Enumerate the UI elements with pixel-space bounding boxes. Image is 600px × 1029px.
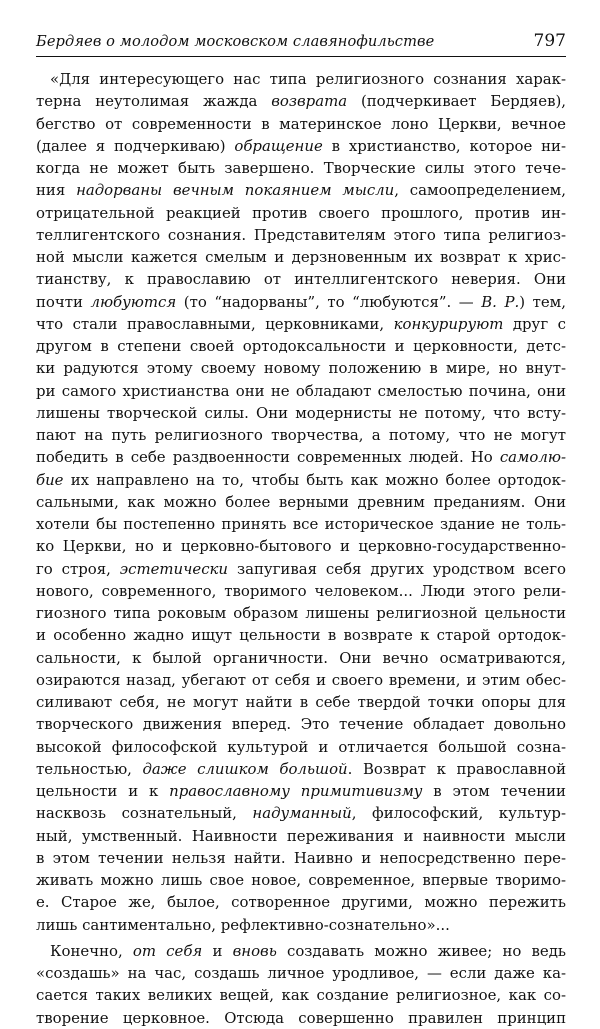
text-span: когда не может быть завершено. Творческие силы этого тече- xyxy=(36,159,566,177)
text-line xyxy=(36,357,566,379)
text-line xyxy=(36,224,566,246)
italic-span: обращение xyxy=(234,136,323,155)
text-span: «Для интересующего нас типа религиозного сознания харак- xyxy=(50,70,566,88)
text-span: сается таких великих вещей, как создание религиозное, как со- xyxy=(36,986,566,1005)
text-line xyxy=(36,313,566,335)
text-span: и xyxy=(202,941,233,960)
text-line xyxy=(36,179,566,201)
text-span: ) тем, xyxy=(519,292,566,311)
text-span: что стали православными, церковниками, xyxy=(36,314,394,333)
text-span: живать можно лишь свое новое, современное, впервые творимо- xyxy=(36,871,566,889)
text-line xyxy=(36,580,566,602)
text-line xyxy=(36,246,566,268)
text-line xyxy=(36,914,566,936)
text-line xyxy=(36,424,566,446)
text-line xyxy=(36,113,566,135)
italic-span: любуются xyxy=(90,292,177,311)
text-line xyxy=(36,962,566,984)
text-line xyxy=(36,736,566,758)
text-line xyxy=(36,446,566,468)
italic-span: бие xyxy=(36,470,64,489)
text-span: лишь сантиментально, рефлективно-сознательно»... xyxy=(36,915,450,934)
text-line xyxy=(36,802,566,824)
text-line xyxy=(36,535,566,557)
text-span: терна неутолимая жажда xyxy=(36,92,272,111)
text-span: пают на путь религиозного творчества, а потому, что не могут xyxy=(36,426,566,444)
text-line xyxy=(36,268,566,290)
running-title: Бердяев о молодом московском славянофильстве xyxy=(36,33,435,50)
text-span: тельностью, xyxy=(36,759,143,778)
text-span: высокой философской культурой и отличается большой созна- xyxy=(36,737,566,756)
text-line xyxy=(36,135,566,157)
italic-span: самолю- xyxy=(499,448,566,467)
text-span: ки радуются этому своему новому положению в мире, но внут- xyxy=(36,359,566,378)
text-line xyxy=(36,891,566,913)
text-span: в этом течении нельзя найти. Наивно и непосредственно пере- xyxy=(36,848,566,867)
text-span: насквозь сознательный, xyxy=(36,804,253,823)
text-line xyxy=(36,940,566,962)
text-line xyxy=(36,691,566,713)
running-header xyxy=(36,30,566,57)
text-line xyxy=(36,825,566,847)
text-line xyxy=(36,335,566,357)
italic-span: надорваны вечным покаянием мысли xyxy=(76,181,395,200)
text-span: почти xyxy=(36,292,91,311)
text-span: озираются назад, убегают от себя и своего времени, и этим обес- xyxy=(36,670,566,689)
text-span: друг с xyxy=(503,314,566,333)
italic-span: от себя xyxy=(132,941,203,960)
text-line xyxy=(36,869,566,891)
text-span: (далее я подчеркиваю) xyxy=(36,136,235,155)
text-span: «создашь» на час, создашь личное уродливое, — если даже ка- xyxy=(36,964,566,982)
text-span: ри самого христианства они не обладают смелостью почина, они xyxy=(36,381,566,400)
text-span: цельности и к xyxy=(36,782,170,800)
text-span: ной мысли кажется смелым и дерзновенным их возврат к хрис- xyxy=(36,248,566,266)
text-span: в христианство, которое ни- xyxy=(322,136,566,155)
italic-span: конкурируют xyxy=(393,314,504,333)
text-span: (подчеркивает Бердяев), xyxy=(347,92,566,111)
text-line xyxy=(36,402,566,424)
text-span: их направлено на то, чтобы быть как можно более ортодок- xyxy=(63,470,566,489)
text-span: сальности, к былой органичности. Они вечно осматриваются, xyxy=(36,648,566,667)
italic-span: возврата xyxy=(271,92,348,111)
text-span: го строя, xyxy=(36,559,120,578)
text-line xyxy=(36,647,566,669)
text-line xyxy=(36,602,566,624)
text-span: создавать можно живее; но ведь xyxy=(276,941,566,960)
text-line xyxy=(36,68,566,90)
text-span: ный, умственный. Наивности переживания и наивности мысли xyxy=(36,826,566,845)
text-span: теллигентского сознания. Представителям этого типа религиоз- xyxy=(36,225,566,244)
text-line xyxy=(36,1007,566,1029)
italic-span: эстетически xyxy=(119,559,229,578)
text-span: ко Церкви, но и церковно-бытового и церковно-государственно- xyxy=(36,537,566,556)
text-line xyxy=(36,380,566,402)
text-line xyxy=(36,291,566,313)
text-line xyxy=(36,758,566,780)
text-line xyxy=(36,469,566,491)
text-line xyxy=(36,669,566,691)
body-text xyxy=(36,68,566,1029)
italic-span: даже слишком большой xyxy=(142,759,348,778)
text-line xyxy=(36,202,566,224)
text-span: , самоопределением, xyxy=(394,181,566,200)
text-line xyxy=(36,984,566,1006)
text-span: и особенно жадно ищут цельности в возврате к старой ортодок- xyxy=(36,626,566,645)
text-span: бегство от современности в материнское лоно Церкви, вечное xyxy=(36,114,566,133)
text-span: тианству, к православию от интеллигентского неверия. Они xyxy=(36,270,566,289)
text-span: ния xyxy=(36,181,77,200)
text-span: силивают себя, не могут найти в себе твердой точки опоры для xyxy=(36,693,566,711)
italic-span: В. Р. xyxy=(481,292,520,311)
text-span: победить в себе раздвоенности современных людей. Но xyxy=(36,448,500,467)
text-span: хотели бы постепенно принять все историческое здание не толь- xyxy=(36,515,566,533)
text-line xyxy=(36,491,566,513)
italic-span: вновь xyxy=(232,941,277,960)
italic-span: надуманный xyxy=(252,804,352,823)
text-span: Конечно, xyxy=(50,941,133,960)
text-span: запугивая себя других уродством всего xyxy=(228,559,566,578)
text-span: . Возврат к православной xyxy=(347,759,566,778)
text-span: , философский, культур- xyxy=(351,804,566,823)
text-span: отрицательной реакцией против своего прошлого, против ин- xyxy=(36,203,566,222)
text-span: нового, современного, творимого человеком... Люди этого рели- xyxy=(36,581,566,600)
text-line xyxy=(36,513,566,535)
text-line xyxy=(36,90,566,112)
text-span: гиозного типа роковым образом лишены религиозной цельности xyxy=(36,604,566,622)
text-span: творение церковное. Отсюда совершенно правилен принцип xyxy=(36,1008,566,1027)
page-number: 797 xyxy=(533,31,566,51)
text-span: в этом течении xyxy=(422,782,566,800)
text-span: творческого движения вперед. Это течение обладает довольно xyxy=(36,715,566,734)
text-span: сальными, как можно более верными древним преданиям. Они xyxy=(36,492,566,511)
text-span: лишены творческой силы. Они модернисты не потому, что всту- xyxy=(36,403,566,422)
text-span: другом в степени своей ортодоксальности и церковности, детс- xyxy=(36,337,566,355)
text-span: е. Старое же, былое, сотворенное другими, можно пережить xyxy=(36,893,566,912)
text-span: (то “надорваны”, то “любуются”. — xyxy=(176,292,482,311)
text-line xyxy=(36,780,566,802)
text-line xyxy=(36,847,566,869)
text-line xyxy=(36,558,566,580)
text-line xyxy=(36,157,566,179)
text-line xyxy=(36,624,566,646)
text-line xyxy=(36,713,566,735)
italic-span: православному примитивизму xyxy=(169,782,423,800)
